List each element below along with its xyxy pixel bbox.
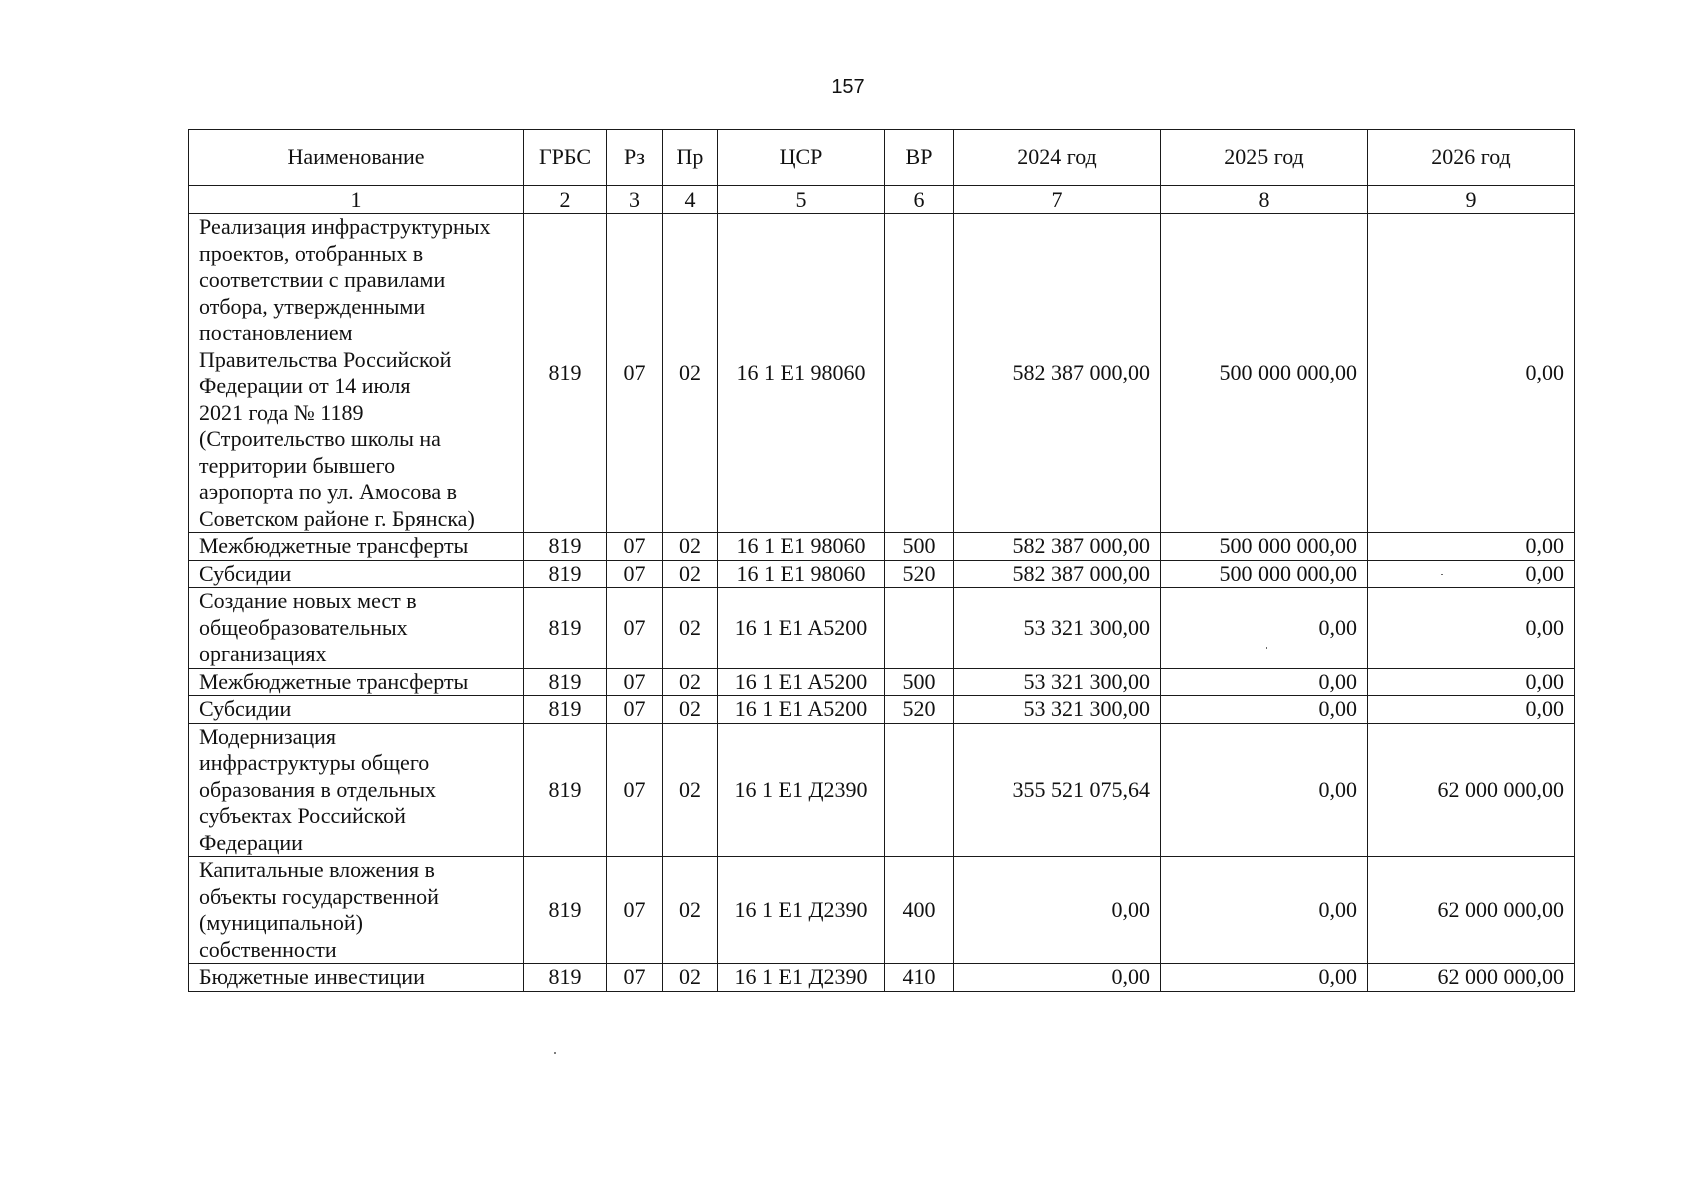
header-row	[189, 130, 1575, 186]
csr-cell: 16 1 E1 A5200	[718, 588, 885, 669]
row-name-line: аэропорта по ул. Амосова в	[199, 479, 457, 504]
amount-2026-cell: 0,00	[1368, 588, 1575, 669]
pr-cell: 02	[663, 560, 718, 588]
rz-cell: 07	[607, 533, 663, 561]
amount-2025-cell: 0,00	[1161, 964, 1368, 992]
column-number-cell: 9	[1368, 186, 1575, 214]
row-name-line: Бюджетные инвестиции	[199, 964, 425, 989]
rz-cell: 07	[607, 857, 663, 964]
csr-cell: 16 1 E1 Д2390	[718, 857, 885, 964]
row-name-line: соответствии с правилами	[199, 267, 446, 292]
column-number-cell: 1	[189, 186, 524, 214]
amount-2026-cell: 0,00	[1368, 668, 1575, 696]
amount-2024-cell: 355 521 075,64	[954, 723, 1161, 857]
vr-cell: 410	[885, 964, 954, 992]
pr-cell: 02	[663, 533, 718, 561]
column-number-cell: 2	[524, 186, 607, 214]
amount-2026-cell: 0,00	[1368, 214, 1575, 533]
grbs-cell: 819	[524, 588, 607, 669]
column-number-cell: 6	[885, 186, 954, 214]
grbs-cell: 819	[524, 214, 607, 533]
row-name-line: 2021 года № 1189	[199, 399, 364, 425]
pr-cell: 02	[663, 214, 718, 533]
csr-cell: 16 1 E1 A5200	[718, 668, 885, 696]
row-name-line: Капитальные вложения в	[199, 857, 435, 882]
amount-2025-cell: 0,00	[1161, 857, 1368, 964]
vr-cell: 400	[885, 857, 954, 964]
table-row	[189, 696, 1575, 724]
amount-2025-cell: 500 000 000,00	[1161, 533, 1368, 561]
amount-2024-cell: 0,00	[954, 964, 1161, 992]
amount-2024-cell: 582 387 000,00	[954, 560, 1161, 588]
table-row	[189, 668, 1575, 696]
vr-cell	[885, 588, 954, 669]
scan-speck	[1441, 574, 1443, 575]
row-name-line: Межбюджетные трансферты	[199, 533, 469, 558]
row-name-line: Создание новых мест в	[199, 588, 417, 613]
vr-cell	[885, 214, 954, 533]
csr-cell: 16 1 E1 98060	[718, 533, 885, 561]
row-name-cell	[189, 964, 524, 992]
vr-cell: 500	[885, 668, 954, 696]
rz-cell: 07	[607, 964, 663, 992]
header-cell: ЦСР	[718, 130, 885, 186]
csr-cell: 16 1 E1 A5200	[718, 696, 885, 724]
row-name-cell	[189, 214, 524, 533]
row-name-cell	[189, 560, 524, 588]
column-number-cell: 7	[954, 186, 1161, 214]
pr-cell: 02	[663, 588, 718, 669]
pr-cell: 02	[663, 723, 718, 857]
table-row	[189, 857, 1575, 964]
rz-cell: 07	[607, 723, 663, 857]
row-name-cell	[189, 588, 524, 669]
table-row	[189, 560, 1575, 588]
scan-speck	[554, 1052, 556, 1054]
column-number-cell: 8	[1161, 186, 1368, 214]
row-name-cell	[189, 723, 524, 857]
amount-2024-cell: 582 387 000,00	[954, 533, 1161, 561]
amount-2026-cell: 62 000 000,00	[1368, 964, 1575, 992]
table-row	[189, 533, 1575, 561]
row-name-cell	[189, 696, 524, 724]
pr-cell: 02	[663, 964, 718, 992]
rz-cell: 07	[607, 560, 663, 588]
table-row	[189, 964, 1575, 992]
amount-2025-cell: 0,00	[1161, 696, 1368, 724]
header-cell: Наименование	[189, 130, 524, 186]
row-name-line: инфраструктуры общего	[199, 750, 430, 775]
row-name-line: организациях	[199, 641, 327, 666]
row-name-line: Федерации	[199, 829, 303, 855]
row-name-line: проектов, отобранных в	[199, 240, 424, 266]
grbs-cell: 819	[524, 723, 607, 857]
vr-cell: 520	[885, 560, 954, 588]
row-name-line: территории бывшего	[199, 452, 396, 478]
row-name-line: объекты государственной	[199, 883, 439, 909]
row-name-cell	[189, 668, 524, 696]
vr-cell: 520	[885, 696, 954, 724]
header-cell: Пр	[663, 130, 718, 186]
column-number-cell: 3	[607, 186, 663, 214]
vr-cell	[885, 723, 954, 857]
row-name-line: Субсидии	[199, 560, 292, 586]
row-name-cell	[189, 857, 524, 964]
pr-cell: 02	[663, 696, 718, 724]
amount-2025-cell: 0,00	[1161, 588, 1368, 669]
header-cell: ГРБС	[524, 130, 607, 186]
row-name-line: (муниципальной)	[199, 910, 363, 935]
grbs-cell: 819	[524, 668, 607, 696]
table-row	[189, 723, 1575, 857]
amount-2024-cell: 53 321 300,00	[954, 668, 1161, 696]
column-number-cell: 5	[718, 186, 885, 214]
row-name-line: собственности	[199, 936, 337, 962]
row-name-line: Правительства Российской	[199, 346, 452, 372]
rz-cell: 07	[607, 696, 663, 724]
grbs-cell: 819	[524, 533, 607, 561]
amount-2026-cell: 62 000 000,00	[1368, 723, 1575, 857]
column-number-row	[189, 186, 1575, 214]
header-cell: Рз	[607, 130, 663, 186]
rz-cell: 07	[607, 588, 663, 669]
row-name-line: постановлением	[199, 320, 353, 345]
amount-2024-cell: 53 321 300,00	[954, 696, 1161, 724]
page-number: 157	[831, 76, 865, 98]
header-cell: 2025 год	[1161, 130, 1368, 186]
table-row	[189, 214, 1575, 533]
rz-cell: 07	[607, 668, 663, 696]
amount-2024-cell: 0,00	[954, 857, 1161, 964]
vr-cell: 500	[885, 533, 954, 561]
pr-cell: 02	[663, 668, 718, 696]
row-name-line: Советском районе г. Брянска)	[199, 505, 475, 531]
grbs-cell: 819	[524, 560, 607, 588]
amount-2026-cell: 62 000 000,00	[1368, 857, 1575, 964]
amount-2026-cell: 0,00	[1368, 533, 1575, 561]
amount-2024-cell: 582 387 000,00	[954, 214, 1161, 533]
row-name-line: общеобразовательных	[199, 614, 408, 640]
amount-2024-cell: 53 321 300,00	[954, 588, 1161, 669]
amount-2025-cell: 500 000 000,00	[1161, 214, 1368, 533]
csr-cell: 16 1 E1 Д2390	[718, 964, 885, 992]
row-name-line: субъектах Российской	[199, 803, 406, 828]
row-name-line: отбора, утвержденными	[199, 293, 426, 319]
amount-2025-cell: 0,00	[1161, 723, 1368, 857]
grbs-cell: 819	[524, 857, 607, 964]
row-name-line: Межбюджетные трансферты	[199, 668, 469, 694]
row-name-line: Модернизация	[199, 723, 337, 749]
rz-cell: 07	[607, 214, 663, 533]
header-cell: 2024 год	[954, 130, 1161, 186]
budget-table	[188, 129, 1575, 992]
header-cell: 2026 год	[1368, 130, 1575, 186]
row-name-line: образования в отдельных	[199, 776, 436, 802]
table-body	[189, 186, 1575, 992]
scan-speck	[1266, 647, 1267, 649]
grbs-cell: 819	[524, 964, 607, 992]
csr-cell: 16 1 E1 98060	[718, 560, 885, 588]
row-name-line: (Строительство школы на	[199, 426, 441, 451]
column-number-cell: 4	[663, 186, 718, 214]
amount-2026-cell: 0,00	[1368, 560, 1575, 588]
grbs-cell: 819	[524, 696, 607, 724]
amount-2026-cell: 0,00	[1368, 696, 1575, 724]
header-cell: ВР	[885, 130, 954, 186]
row-name-line: Федерации от 14 июля	[199, 373, 411, 398]
row-name-cell	[189, 533, 524, 561]
pr-cell: 02	[663, 857, 718, 964]
amount-2025-cell: 500 000 000,00	[1161, 560, 1368, 588]
row-name-line: Субсидии	[199, 696, 292, 721]
table-row	[189, 588, 1575, 669]
csr-cell: 16 1 E1 Д2390	[718, 723, 885, 857]
csr-cell: 16 1 E1 98060	[718, 214, 885, 533]
row-name-line: Реализация инфраструктурных	[199, 214, 491, 239]
amount-2025-cell: 0,00	[1161, 668, 1368, 696]
